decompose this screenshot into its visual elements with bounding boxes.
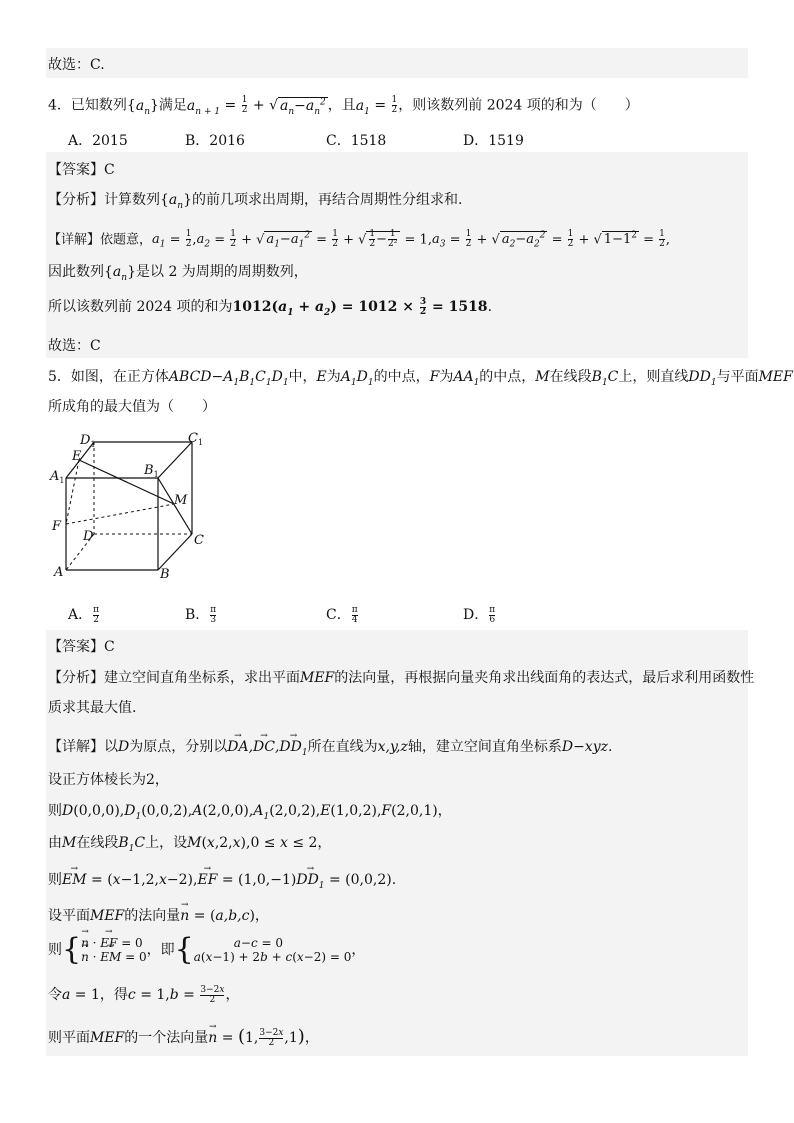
label-f: F (52, 519, 62, 534)
q5-choice-b[interactable]: B． $\frac{\pi}{3}$ (185, 604, 217, 625)
label-b: B (160, 567, 170, 582)
label-d1: $D_1$ (80, 433, 96, 449)
q5-detail-line6: 设平面MEF的法向量→ n = (a,b,c)， (48, 906, 269, 926)
q4-periodic: 因此数列$\{a_n\}$是以 2 为周期的周期数列， (48, 264, 308, 283)
highlight-q4-solution (46, 152, 748, 358)
label-c1: $C_1$ (188, 431, 204, 447)
q5-detail-line2: 设正方体棱长为2， (48, 772, 169, 788)
q5-choice-a[interactable]: A． $\frac{\pi}{2}$ (68, 604, 100, 625)
label-m: M (174, 493, 188, 508)
q5-choice-d[interactable]: D． $\frac{\pi}{6}$ (463, 604, 496, 625)
q4-stem: 4．已知数列$\{a_n\}$满足$a_{n + 1}$ = $\frac{1}{2}$ + √ $a_n-a_n^2$ ，且$a_1$ = $\frac{1}{2}$ ，则该数列前 2024 项的和为（ ） (48, 95, 639, 117)
q5-answer: 【答案】C (48, 639, 115, 655)
q5-detail-line4: 由M在线段$B_1C$上，设M(x,2,x),0 ≤ x ≤ 2， (48, 835, 332, 854)
q5-analysis-line2: 质求其最大值. (48, 700, 137, 716)
q5-detail-line7: 则{ → n · → EF = 0 → n · → EM = 0 ，即{ a−c = 0 a(x−1) + 2b + c(x−2) = 0 ， (48, 936, 365, 964)
label-d: D (83, 529, 94, 544)
q4-choice-d[interactable]: D．1519 (463, 133, 524, 149)
q5-analysis-line1: 【分析】建立空间直角坐标系，求出平面MEF的法向量，再根据向量夹角求出线面角的表达式，最后求利用函数性 (48, 670, 755, 686)
q5-detail-line5: 则→ EM = (x−1,2,x−2),→ EF = $(1,0,-1)\to DD_1 = (0,0,2)$. (48, 870, 396, 896)
q5-choice-c[interactable]: C． $\frac{\pi}{4}$ (326, 604, 358, 625)
label-e: E (72, 449, 82, 464)
q4-sum: 所以该数列前 2024 项的和为$1012(a_1 + a_2) = 1012$ × $\frac{3}{2}$ = 1518. (48, 296, 493, 318)
q4-answer: 【答案】C (48, 162, 115, 178)
q5-detail-line1: 【详解】以D为原点，分别以→ $DA,\to DC,\to DD_1$所在直线为x,y,z轴，建立空间直角坐标系D−xyz. (48, 737, 612, 763)
q5-stem-line1: 5．如图，在正方体$ABCD-A_1B_1C_1D_1$中，E为$A_1D_1$的中点，F为$AA_1$的中点，M在线段$B_1C$上，则直线$DD_1$与平面MEF (48, 369, 793, 388)
label-a: A (54, 565, 64, 580)
q4-choice-b[interactable]: B．2016 (185, 133, 245, 149)
highlight-top (46, 48, 748, 78)
label-c: C (194, 533, 204, 548)
q4-analysis: 【分析】计算数列$\{a_n\}$的前几项求出周期，再结合周期性分组求和. (48, 192, 463, 211)
q4-detail: 【详解】依题意，$a_1$ = $\frac{1}{2}$ $,a_2$ = $\frac{1}{2}$ + √ $a_1-a_1^2$ = $\frac{1}{2}$ + √ $\frac{1}{2}$ − $\frac{1}{\text{2²}}$ = $1,a_3$ = $\frac{1}{2}$ + √ $a_2-a_2^2$ = $\frac{1}{2}$ + √ $1-1^2$ = $\frac{1}{2}$ , (48, 229, 671, 250)
cube-figure (46, 430, 226, 590)
label-b1: $B_1$ (144, 463, 159, 479)
q4-conclusion: 故选：C (48, 338, 101, 354)
q4-choice-a[interactable]: A．2015 (68, 133, 128, 149)
q5-detail-line9: 则平面MEF的一个法向量→ n = (1, $\frac{3-2x}{2}$ ,1)， (48, 1027, 319, 1048)
q4-choice-c[interactable]: C．1518 (326, 133, 387, 149)
q5-detail-line3: 则$D(0,0,0),D_1(0,0,2),A(2,0,0),A_1(2,0,2),E(1,0,2),F(2,0,1)$， (48, 803, 452, 822)
q5-stem-line2: 所成角的最大值为（ ） (48, 399, 216, 415)
label-a1: $A_1$ (50, 469, 65, 485)
q5-detail-line8: 令a = 1，得c = 1,b = $\frac{3-2x}{2}$ ， (48, 984, 240, 1005)
top-conclusion: 故选：C. (48, 57, 105, 73)
